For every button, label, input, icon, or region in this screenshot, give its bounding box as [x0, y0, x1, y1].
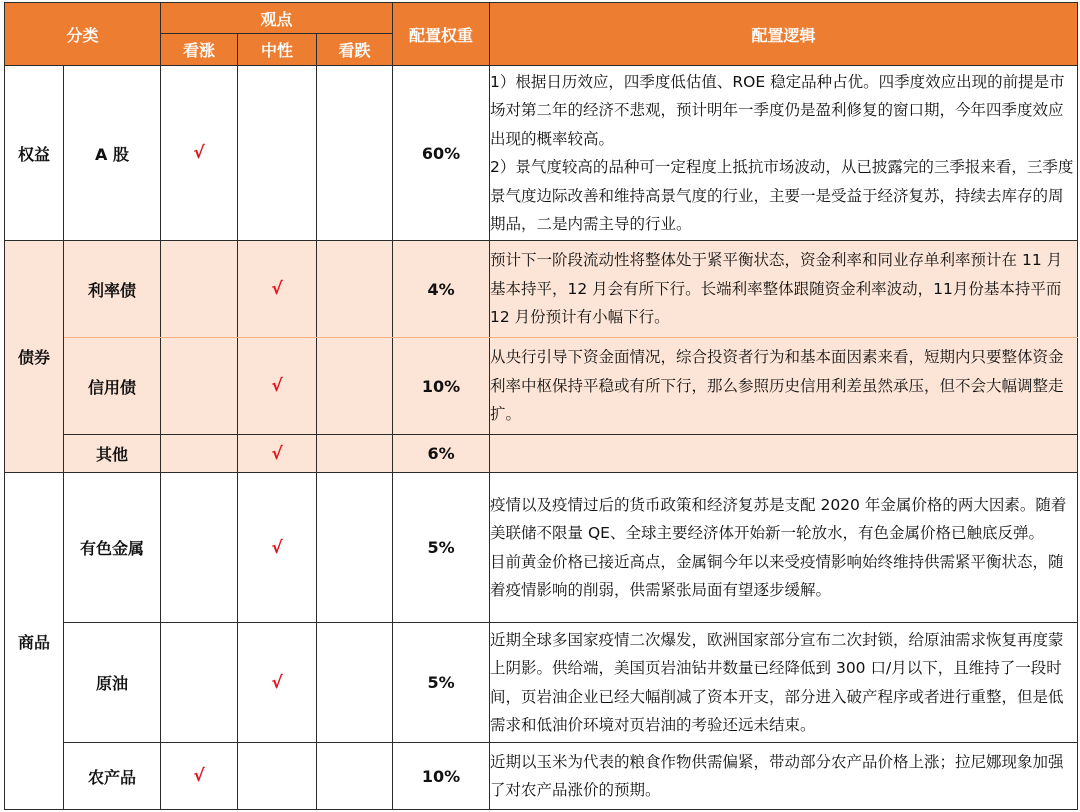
subcategory-rate-bonds: 利率债 [64, 241, 161, 338]
view-bullish-empty [161, 623, 238, 743]
subcategory-credit-bonds: 信用债 [64, 338, 161, 435]
allocation-logic [490, 435, 1078, 473]
weight-value: 4% [393, 241, 490, 338]
table-row [5, 623, 1078, 743]
header-weight: 配置权重 [393, 3, 490, 66]
allocation-logic: 近期全球多国家疫情二次爆发，欧洲国家部分宣布二次封锁，给原油需求恢复再度蒙上阴影。供给端，美国页岩油钻井数量已经降低到 300 口/月以下，且维持了一段时间，页岩油企业已经大幅削减了资本开支，部分进入破产程序或者进行重整，但是低需求和低油价环境对页岩油的考验还远未结束。 [490, 623, 1078, 743]
allocation-logic: 从央行引导下资金面情况，综合投资者行为和基本面因素来看，短期内只要整体资金利率中枢保持平稳或有所下行，那么参照历史信用利差虽然承压，但不会大幅调整走扩。 [490, 338, 1078, 435]
table-row [5, 435, 1078, 473]
header-category: 分类 [5, 3, 161, 66]
subcategory-a-shares: A 股 [64, 66, 161, 241]
view-bearish-empty [317, 623, 393, 743]
view-bullish-mark: √ [161, 743, 238, 810]
view-neutral-mark: √ [238, 338, 317, 435]
allocation-logic: 预计下一阶段流动性将整体处于紧平衡状态，资金利率和同业存单利率预计在 11 月基本持平，12 月会有所下行。长端利率整体跟随资金利率波动，11月份基本持平而 12 月份预计有小幅下行。 [490, 241, 1078, 338]
table-row [5, 473, 1078, 623]
view-neutral-mark: √ [238, 623, 317, 743]
logic-paragraph: 2）景气度较高的品种可一定程度上抵抗市场波动，从已披露完的三季报来看，三季度景气度边际改善和维持高景气度的行业，主要一是受益于经济复苏，持续去库存的周期品，二是内需主导的行业。 [490, 158, 1074, 233]
table-row [5, 338, 1078, 435]
view-neutral-empty [238, 66, 317, 241]
view-bearish-empty [317, 743, 393, 810]
table-row [5, 241, 1078, 338]
view-neutral-empty [238, 743, 317, 810]
logic-paragraph: 疫情以及疫情过后的货币政策和经济复苏是支配 2020 年金属价格的两大因素。随着美联储不限量 QE、全球主要经济体开始新一轮放水，有色金属价格已触底反弹。 [490, 495, 1067, 542]
allocation-logic [490, 473, 1078, 623]
view-bearish-empty [317, 473, 393, 623]
view-bullish-empty [161, 473, 238, 623]
view-bearish-empty [317, 338, 393, 435]
view-bearish-empty [317, 435, 393, 473]
view-bullish-empty [161, 241, 238, 338]
weight-value: 10% [393, 743, 490, 810]
category-bonds: 债券 [5, 241, 64, 473]
allocation-logic [490, 66, 1078, 241]
category-commodities: 商品 [5, 473, 64, 810]
header-bearish: 看跌 [317, 34, 393, 66]
subcategory-crude-oil: 原油 [64, 623, 161, 743]
table-row [5, 66, 1078, 241]
view-bearish-empty [317, 66, 393, 241]
header-view: 观点 [161, 3, 393, 34]
view-bearish-empty [317, 241, 393, 338]
view-neutral-mark: √ [238, 435, 317, 473]
category-equity: 权益 [5, 66, 64, 241]
header-neutral: 中性 [238, 34, 317, 66]
subcategory-nonferrous-metals: 有色金属 [64, 473, 161, 623]
view-neutral-mark: √ [238, 473, 317, 623]
view-bullish-mark: √ [161, 66, 238, 241]
view-bullish-empty [161, 338, 238, 435]
header-bullish: 看涨 [161, 34, 238, 66]
weight-value: 6% [393, 435, 490, 473]
weight-value: 60% [393, 66, 490, 241]
view-bullish-empty [161, 435, 238, 473]
weight-value: 10% [393, 338, 490, 435]
table-row [5, 743, 1078, 810]
subcategory-other: 其他 [64, 435, 161, 473]
logic-paragraph: 目前黄金价格已接近高点，金属铜今年以来受疫情影响始终维持供需紧平衡状态，随着疫情影响的削弱，供需紧张局面有望逐步缓解。 [490, 552, 1064, 599]
weight-value: 5% [393, 623, 490, 743]
header-logic: 配置逻辑 [490, 3, 1078, 66]
allocation-logic: 近期以玉米为代表的粮食作物供需偏紧，带动部分农产品价格上涨；拉尼娜现象加强了对农产品涨价的预期。 [490, 743, 1078, 810]
logic-paragraph: 1）根据日历效应，四季度低估值、ROE 稳定品种占优。四季度效应出现的前提是市场对第二年的经济不悲观，预计明年一季度仍是盈利修复的窗口期，今年四季度效应出现的概率较高。 [490, 72, 1065, 148]
view-neutral-mark: √ [238, 241, 317, 338]
subcategory-agricultural: 农产品 [64, 743, 161, 810]
weight-value: 5% [393, 473, 490, 623]
asset-allocation-table [4, 2, 1078, 810]
